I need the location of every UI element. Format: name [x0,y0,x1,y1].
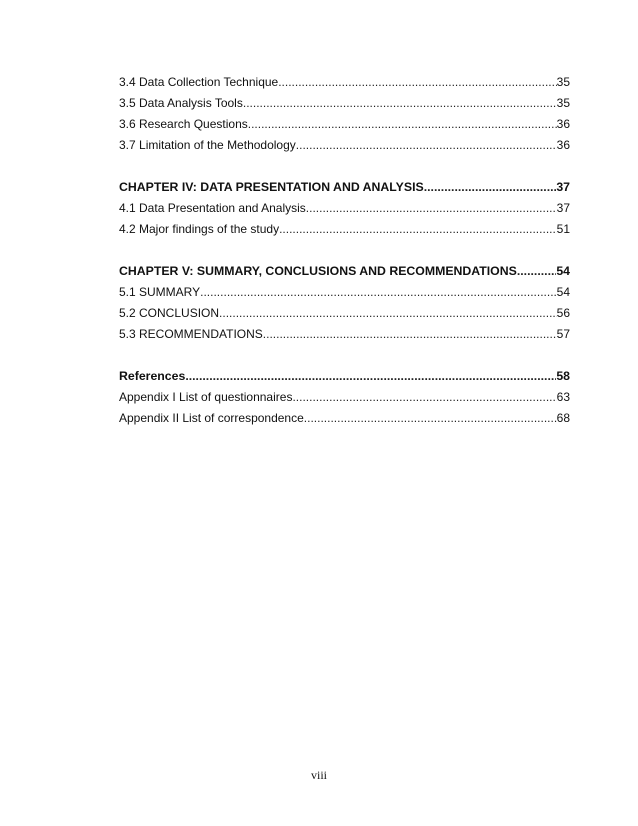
toc-entry-label: 4.2 Major findings of the study [119,222,280,236]
toc-references-page: 58 [556,369,570,383]
toc-entry-4-2 [119,219,570,240]
leader-dots [248,114,557,135]
toc-chapter-label: CHAPTER IV: DATA PRESENTATION AND ANALYSIS [119,180,424,194]
table-of-contents [119,72,570,429]
toc-chapter-page: 54 [556,264,570,278]
leader-dots [219,303,557,324]
toc-entry-page: 36 [556,117,570,131]
toc-entry-3-5 [119,93,570,114]
toc-entry-label: 3.4 Data Collection Technique [119,75,279,89]
toc-chapter-page: 37 [556,180,570,194]
toc-entry-page: 51 [556,222,570,236]
toc-entry-label: 3.5 Data Analysis Tools [119,96,243,110]
toc-entry-label: 4.1 Data Presentation and Analysis [119,201,306,215]
leader-dots [263,324,557,345]
toc-entry-label: 5.2 CONCLUSION [119,306,220,320]
toc-entry-5-1 [119,282,570,303]
toc-entry-label: Appendix I List of questionnaires [119,390,293,404]
toc-chapter-4 [119,177,570,198]
toc-entry-label: Appendix II List of correspondence [119,411,304,425]
leader-dots [517,261,556,282]
toc-entry-page: 37 [556,201,570,215]
spacer [119,345,570,366]
leader-dots [243,93,557,114]
toc-entry-5-2 [119,303,570,324]
toc-entry-label: 5.1 SUMMARY [119,285,201,299]
toc-entry-5-3 [119,324,570,345]
toc-entry-3-7 [119,135,570,156]
toc-entry-3-4 [119,72,570,93]
toc-appendix-2 [119,408,570,429]
toc-entry-3-6 [119,114,570,135]
toc-entry-label: 3.7 Limitation of the Methodology [119,138,296,152]
leader-dots [304,408,557,429]
toc-entry-page: 57 [556,327,570,341]
toc-references-label: References [119,369,186,383]
leader-dots [296,135,557,156]
toc-entry-page: 36 [556,138,570,152]
toc-entry-label: 3.6 Research Questions [119,117,248,131]
leader-dots [200,282,557,303]
leader-dots [278,72,556,93]
toc-appendix-1 [119,387,570,408]
leader-dots [279,219,557,240]
leader-dots [185,366,556,387]
toc-entry-page: 35 [556,75,570,89]
spacer [119,240,570,261]
leader-dots [424,177,557,198]
toc-entry-page: 35 [556,96,570,110]
toc-entry-label: 5.3 RECOMMENDATIONS [119,327,263,341]
toc-chapter-5 [119,261,570,282]
page-number: viii [310,768,327,782]
toc-chapter-label: CHAPTER V: SUMMARY, CONCLUSIONS AND RECOMMENDATIONS [119,264,517,278]
toc-entry-page: 68 [556,411,570,425]
leader-dots [292,387,556,408]
toc-entry-page: 56 [556,306,570,320]
toc-references [119,366,570,387]
leader-dots [306,198,557,219]
spacer [119,156,570,177]
toc-entry-4-1 [119,198,570,219]
toc-entry-page: 54 [556,285,570,299]
toc-entry-page: 63 [556,390,570,404]
